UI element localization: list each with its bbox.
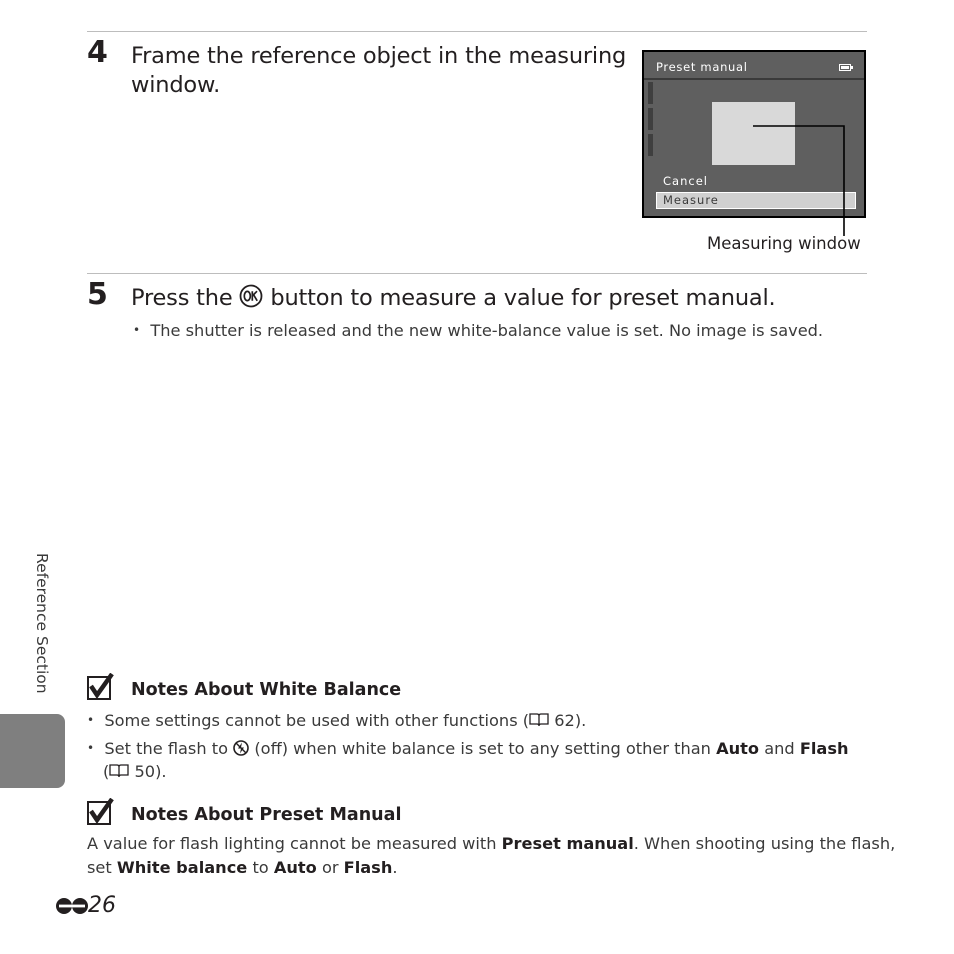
- step-4-title: [131, 42, 626, 100]
- screen-title-divider: [644, 78, 864, 80]
- step-5-title-after: button to measure a value for preset manual.: [270, 285, 776, 311]
- note-2-set: set: [87, 858, 112, 877]
- battery-tip-icon: [851, 66, 853, 69]
- note-1-flash: Flash: [799, 739, 849, 758]
- step-5-title: [131, 284, 775, 313]
- section-tab: [0, 714, 65, 788]
- book-reference-icon: [109, 764, 129, 778]
- step-5-title-before: Press the: [131, 285, 233, 311]
- note-1-and: and: [764, 739, 795, 758]
- callout-line: [740, 120, 850, 240]
- ok-button-icon: [239, 284, 263, 308]
- note-preset-manual-heading: Notes About Preset Manual: [131, 805, 402, 825]
- note-1-bullet-1-ref: 62).: [554, 711, 587, 730]
- note-1-ref-page: 50).: [134, 762, 167, 781]
- section-side-label: Reference Section: [33, 553, 51, 694]
- note-2-white-balance: White balance: [116, 858, 248, 877]
- screen-side-tab: [648, 134, 653, 156]
- note-1-ref-open: (: [103, 762, 110, 781]
- note-2-preset-manual: Preset manual: [501, 834, 634, 853]
- screen-side-tab: [648, 108, 653, 130]
- step-5-bullet: • The shutter is released and the new white-balance value is set. No image is saved.: [133, 321, 824, 340]
- note-2-auto: Auto: [273, 858, 317, 877]
- note-white-balance-heading: Notes About White Balance: [131, 680, 402, 700]
- checkmark-icon: [87, 798, 114, 825]
- page-number: 26: [88, 893, 116, 918]
- step-4-title-line2: window.: [131, 72, 221, 98]
- note-1-bullet-2: • Set the flash to (off) when white balance is set to any setting other than Auto and Flash: [87, 739, 849, 758]
- checkmark-icon: [87, 673, 114, 700]
- divider-top: [87, 31, 867, 32]
- note-2-line-1-after: . When shooting using the flash,: [633, 834, 896, 853]
- note-1-bullet-1-text: Some settings cannot be used with other functions (: [104, 711, 530, 730]
- note-2-or: or: [321, 858, 339, 877]
- note-1-bullet-1: • Some settings cannot be used with other functions ( 62).: [87, 711, 587, 730]
- note-2-end: .: [392, 858, 398, 877]
- note-1-bullet-2-mid: (off) when white balance is set to any setting other than: [254, 739, 711, 758]
- measuring-window-label: Measuring window: [707, 234, 861, 253]
- note-1-auto: Auto: [716, 739, 760, 758]
- note-2-to: to: [252, 858, 269, 877]
- note-1-bullet-2-ref: [103, 760, 167, 784]
- step-5-bullet-text: The shutter is released and the new white-balance value is set. No image is saved.: [150, 321, 824, 340]
- battery-icon: [839, 64, 851, 71]
- step-4-title-line1: Frame the reference object in the measuring: [131, 43, 627, 69]
- flash-off-icon: [233, 740, 249, 756]
- screen-title: Preset manual: [656, 60, 748, 74]
- step-4-number: 4: [87, 35, 108, 70]
- note-2-line-1-before: A value for flash lighting cannot be measured with: [87, 834, 497, 853]
- book-reference-icon: [529, 713, 549, 727]
- step-5-number: 5: [87, 277, 108, 312]
- note-2-flash: Flash: [343, 858, 393, 877]
- screen-side-tab: [648, 82, 653, 104]
- menu-item-measure-label: Measure: [663, 193, 719, 207]
- menu-item-cancel[interactable]: Cancel: [663, 174, 708, 188]
- note-2-line-2: [87, 856, 398, 880]
- divider-middle: [87, 273, 867, 274]
- note-2-line-1: [87, 832, 895, 856]
- note-1-bullet-2-before: Set the flash to: [104, 739, 229, 758]
- reference-section-e-icon: [55, 896, 89, 916]
